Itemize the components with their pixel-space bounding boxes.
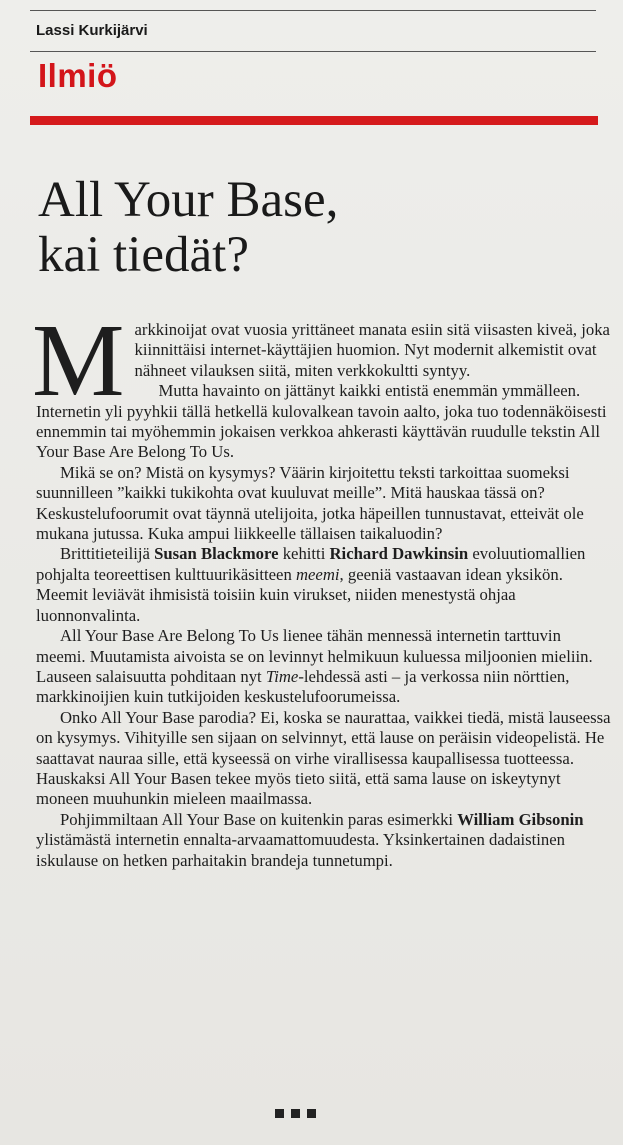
headline-line-1: All Your Base,: [38, 172, 339, 228]
headline: [38, 173, 598, 283]
paragraph-3: Mikä se on? Mistä on kysymys? Väärin kirjoitettu teksti tarkoittaa suomeksi suunnilleen ”kaikki tukikohta ovat kuuluvat meille”. Mitä hauskaa tässä on? Keskustelufoorumit ovat täynnä utelijoita, jotka häpeillen tunnustavat, etteivät ole mukana jutussa. Kuka ampui liikkeelle tällaisen taikaluodin?: [36, 462, 584, 544]
top-rule: [30, 10, 596, 11]
paragraph-4: [36, 544, 614, 626]
section-title: Ilmiö: [38, 57, 118, 94]
drop-cap: M: [32, 303, 125, 418]
section-red-bar: [30, 116, 598, 125]
paragraph-1-text: arkkinoijat ovat vuosia yrittäneet manata esiin sitä viisasten kiveä, joka kiinnittäisi internet-käyttäjien huomion. Nyt modernit alkemistit ovat nähneet vilauksen siitä, miten verkkokultti syntyy.: [134, 320, 610, 380]
end-square: [275, 1109, 284, 1118]
article-body: [32, 303, 614, 871]
p5-text-b: -lehdessä asti – ja verkossa niin nörttien, markkinoijien kuin tutkijoiden keskustelufoorumeissa.: [36, 666, 570, 707]
p4-text-c: evoluutiomallien pohjalta teoreettisen kulttuurikäsitteen: [36, 544, 586, 584]
paragraph-6: Onko All Your Base parodia? Ei, koska se naurattaa, vaikkei tiedä, mistä lauseessa on kysymys. Vihityille sen sijaan on selvinnyt, että lause on peräisin videopelistä. He saattavat nauraa sille, että kyseessä on virhe virallisessa kaupallisessa tuotteessa. Hauskaksi All Your Basen tekee myös tieto siitä, että sama lause on iskeytynyt moneen muuhunkin mieleen maailmassa.: [36, 707, 611, 809]
p4-text-a: Brittitieteilijä: [60, 544, 155, 564]
end-square: [291, 1109, 300, 1118]
paragraph-1: [32, 303, 614, 418]
end-of-article-marks: [275, 1105, 323, 1123]
p4-text-b: kehitti: [278, 544, 330, 564]
end-square: [307, 1109, 316, 1118]
p7-text-b: ylistämästä internetin ennalta-arvaamattomuudesta. Yksinkertainen dadaistinen iskulause on hetken parhaitakin brandeja tunnetumpi.: [36, 830, 566, 870]
p4-text-d: , geeniä vastaavan idean yksikön. Meemit leviävät ihmisistä toisiin kuin virukset, niiden menestystä ohjaa luonnonvalinta.: [36, 564, 563, 625]
magazine-name: Time: [265, 666, 299, 686]
author-byline: Lassi Kurkijärvi: [36, 22, 148, 39]
p7-text-a: Pohjimmiltaan All Your Base on kuitenkin paras esimerkki: [60, 809, 458, 829]
byline-rule: [30, 51, 596, 52]
p5-text-a: All Your Base Are Belong To Us lienee tähän mennessä internetin tarttuvin meemi. Muutamista aivoista se on levinnyt helmikuun kuluessa miljoonien mieliin. Lauseen salaisuutta pohditaan nyt: [36, 626, 593, 686]
paragraph-7: [36, 810, 614, 871]
paragraph-5: [36, 626, 614, 708]
person-name-blackmore: Susan Blackmore: [154, 544, 279, 564]
headline-line-2: kai tiedät?: [38, 227, 249, 283]
person-name-dawkins: Richard Dawkinsin: [329, 544, 469, 564]
term-meme: meemi: [295, 564, 340, 584]
person-name-gibson: William Gibsonin: [457, 809, 584, 829]
paragraph-2: Mutta havainto on jättänyt kaikki entistä enemmän ymmälleen. Internetin yli pyyhkii tällä hetkellä kulovalkean tavoin aalto, joka tuo todennäköisesti ennemmin tai myöhemmin jokaisen verkkoa ahkerasti käyttävän ruudulle tekstin All Your Base Are Belong To Us.: [36, 381, 607, 462]
